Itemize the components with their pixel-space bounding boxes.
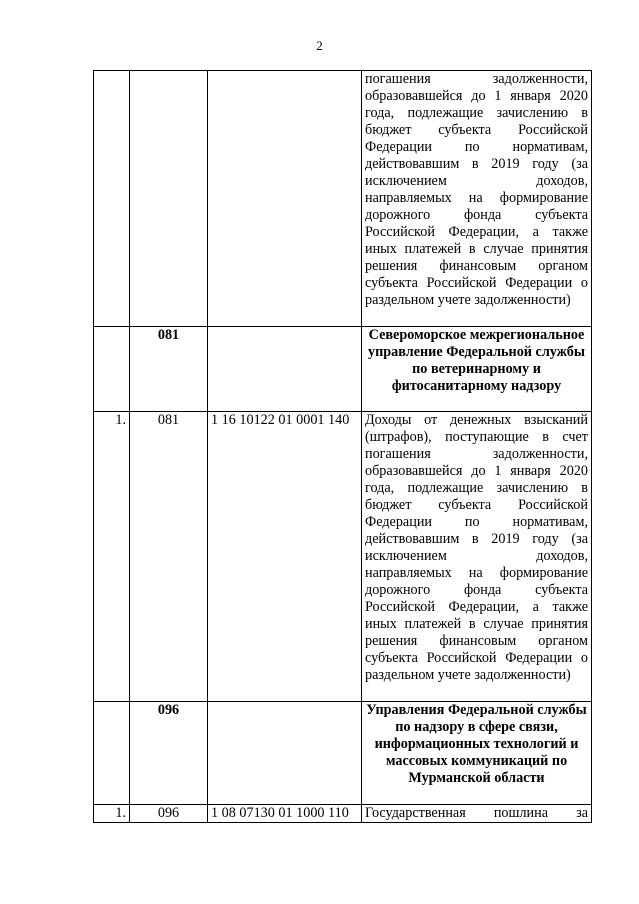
table-row-section-header: [94, 702, 592, 805]
table-row-section-header: [94, 327, 592, 412]
administrator-name: Североморское межрегиональное управление Федеральной службы по ветеринарному и фитосанитарному надзору: [362, 327, 592, 412]
row-number: [94, 702, 130, 805]
revenue-description: [362, 412, 592, 702]
description-text: Доходы от денежных взысканий (штрафов), поступающие в счет погашения задолженности, образовавшейся до 1 января 2020 года, подлежащие зачислению в бюджет субъекта Российской Федерации по нормативам, действовавшим в 2019 году (за исключением доходов, направляемых на формирование дорожного фонда субъекта Российской Федерации, а также иных платежей в случае принятия решения финансовым органом субъекта Российской Федерации о раздельном учете задолженности): [365, 412, 588, 683]
page-number: 2: [316, 38, 323, 53]
budget-classification-code: [208, 327, 362, 412]
budget-classification-code: [208, 71, 362, 327]
row-number: 1.: [94, 805, 130, 823]
admin-code: 096: [130, 805, 208, 823]
budget-classification-code: 1 16 10122 01 0001 140: [208, 412, 362, 702]
revenue-description: [362, 805, 592, 823]
admin-code: 081: [130, 412, 208, 702]
budget-classification-code: [208, 702, 362, 805]
row-number: [94, 327, 130, 412]
admin-code: 081: [130, 327, 208, 412]
table-row: [94, 805, 592, 823]
table-row: [94, 71, 592, 327]
budget-classification-code: 1 08 07130 01 1000 110: [208, 805, 362, 823]
revenue-codes-table: [93, 70, 592, 823]
table-row: [94, 412, 592, 702]
admin-code: 096: [130, 702, 208, 805]
description-text: погашения задолженности, образовавшейся до 1 января 2020 года, подлежащие зачислению в бюджет субъекта Российской Федерации по нормативам, действовавшим в 2019 году (за исключением доходов, направляемых на формирование дорожного фонда субъекта Российской Федерации, а также иных платежей в случае принятия решения финансовым органом субъекта Российской Федерации о раздельном учете задолженности): [365, 71, 588, 308]
row-number: 1.: [94, 412, 130, 702]
admin-code: [130, 71, 208, 327]
row-number: [94, 71, 130, 327]
description-text: Государственная пошлина за: [365, 805, 588, 821]
revenue-description: [362, 71, 592, 327]
administrator-name: Управления Федеральной службы по надзору в сфере связи, информационных технологий и массовых коммуникаций по Мурманской области: [362, 702, 592, 805]
